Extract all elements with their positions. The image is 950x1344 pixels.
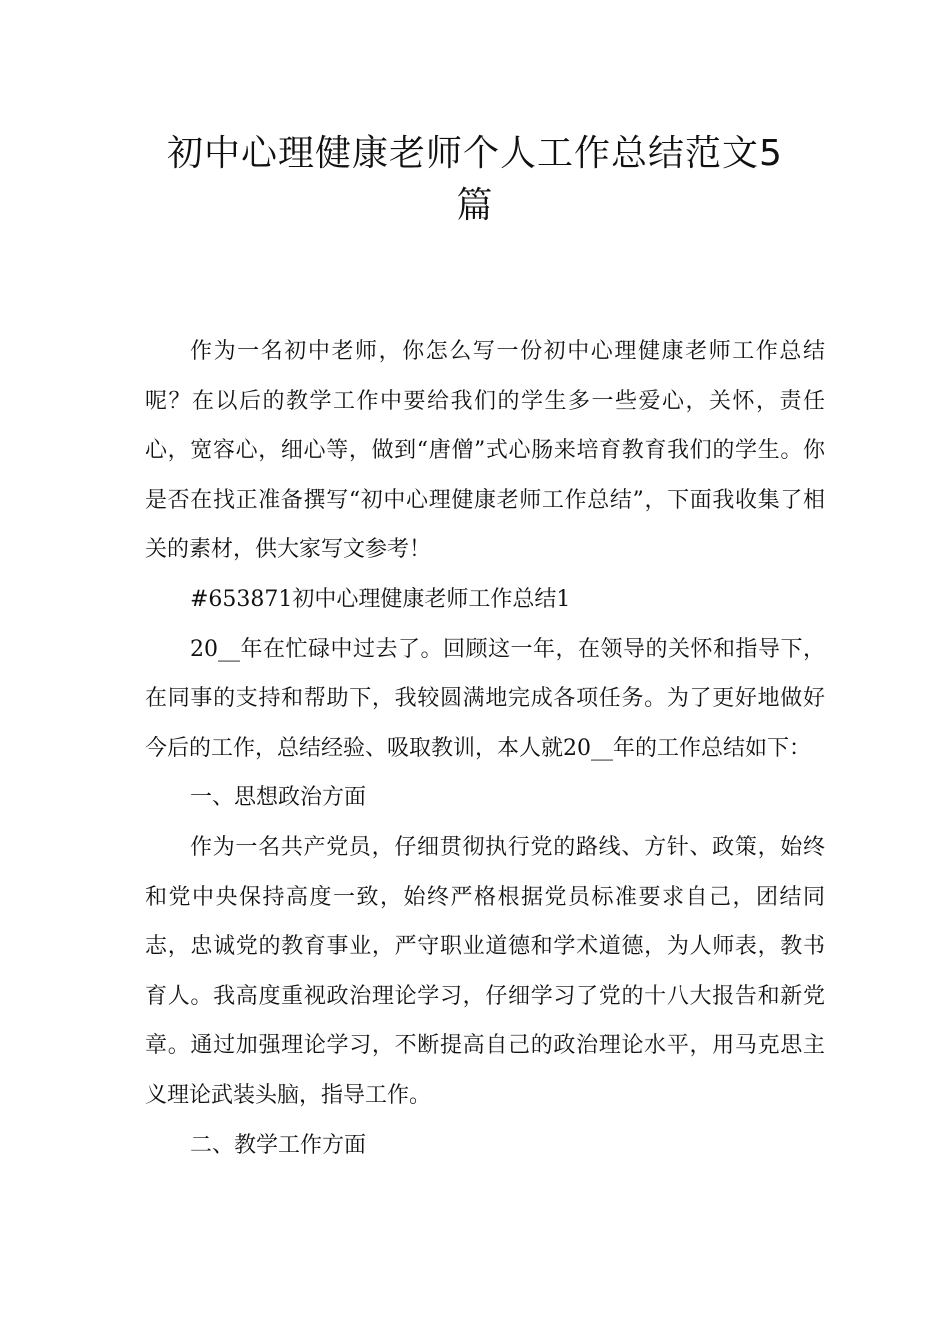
intro-paragraph: 作为一名初中老师，你怎么写一份初中心理健康老师工作总结呢？在以后的教学工作中要给我们的学生多一些爱心，关怀，责任心，宽容心，细心等，做到“唐僧”式心肠来培育教育我们的学生。你是否在找正准备撰写“初中心理健康老师工作总结”，下面我收集了相关的素材，供大家写文参考！ [145, 339, 825, 563]
section-heading-political: 一、思想政治方面 [190, 785, 367, 811]
document-body [145, 327, 825, 1170]
section-heading-teaching: 二、教学工作方面 [190, 1132, 367, 1158]
title-line-2: 篇 [456, 185, 494, 226]
document-title [120, 128, 830, 232]
section-heading-summary-1: #653871初中心理健康老师工作总结1 [190, 586, 571, 612]
political-paragraph: 作为一名共产党员，仔细贯彻执行党的路线、方针、政策，始终和党中央保持高度一致，始终严格根据党员标准要求自己，团结同志，忠诚党的教育事业，严守职业道德和学术道德，为人师表，教书育人。我高度重视政治理论学习，仔细学习了党的十八大报告和新党章。通过加强理论学习，不断提高自己的政治理论水平，用马克思主义理论武装头脑，指导工作。 [145, 834, 825, 1108]
summary-opening-paragraph: 20__年在忙碌中过去了。回顾这一年，在领导的关怀和指导下，在同事的支持和帮助下，我较圆满地完成各项任务。为了更好地做好今后的工作，总结经验、吸取教训，本人就20__年的工作总结如下： [145, 636, 825, 761]
title-line-1: 初中心理健康老师个人工作总结范文5 [167, 133, 783, 174]
